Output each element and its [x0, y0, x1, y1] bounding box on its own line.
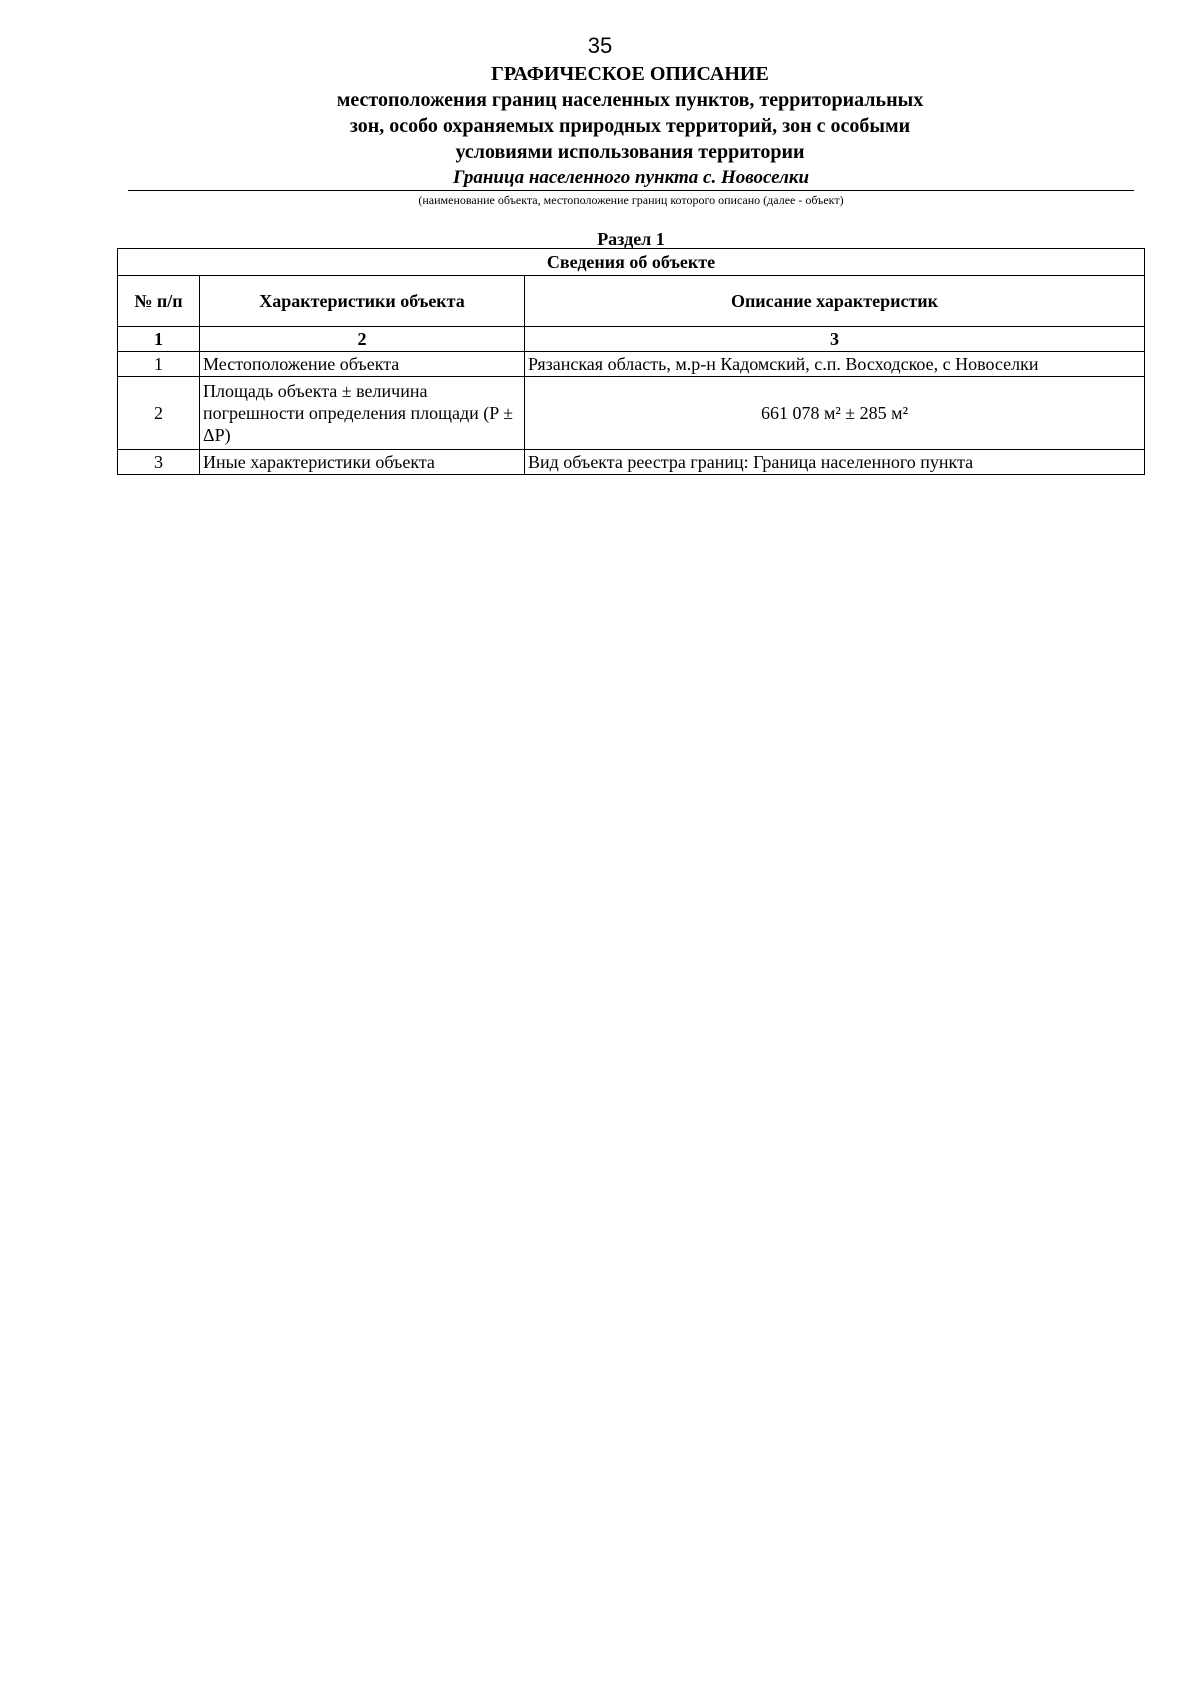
- row-characteristic: Местоположение объекта: [200, 352, 525, 377]
- header-characteristic: Характеристики объекта: [200, 276, 525, 327]
- table-row: [118, 450, 1145, 475]
- object-name: Граница населенного пункта с. Новоселки: [452, 167, 810, 188]
- row-description: 661 078 м² ± 285 м²: [525, 377, 1145, 450]
- title-line-3: зон, особо охраняемых природных территорий, зон с особыми: [349, 115, 911, 137]
- column-number: 1: [118, 327, 200, 352]
- object-name-underline: [128, 190, 1134, 191]
- column-number-row: [118, 327, 1145, 352]
- row-description: Рязанская область, м.р-н Кадомский, с.п. Восходское, с Новоселки: [525, 352, 1145, 377]
- row-characteristic: Площадь объекта ± величина погрешности определения площади (P ± ΔP): [200, 377, 525, 450]
- column-number: 2: [200, 327, 525, 352]
- row-num: 3: [118, 450, 200, 475]
- title-line-1: ГРАФИЧЕСКОЕ ОПИСАНИЕ: [491, 63, 769, 85]
- table-row: [118, 377, 1145, 450]
- header-num: № п/п: [118, 276, 200, 327]
- document-title: [250, 61, 1010, 165]
- table-row: [118, 352, 1145, 377]
- row-description: Вид объекта реестра границ: Граница населенного пункта: [525, 450, 1145, 475]
- object-name-caption: (наименование объекта, местоположение границ которого описано (далее - объект): [418, 193, 844, 207]
- table-caption-row: [118, 249, 1145, 276]
- title-line-4: условиями использования территории: [455, 141, 805, 163]
- table-caption: Сведения об объекте: [118, 249, 1145, 276]
- column-number: 3: [525, 327, 1145, 352]
- row-characteristic: Иные характеристики объекта: [200, 450, 525, 475]
- section-title: Раздел 1: [597, 229, 665, 249]
- page-number: 35: [587, 33, 613, 58]
- row-num: 1: [118, 352, 200, 377]
- title-line-2: местоположения границ населенных пунктов, территориальных: [336, 89, 924, 111]
- object-info-table: [117, 248, 1145, 475]
- row-num: 2: [118, 377, 200, 450]
- table-header-row: [118, 276, 1145, 327]
- header-description: Описание характеристик: [525, 276, 1145, 327]
